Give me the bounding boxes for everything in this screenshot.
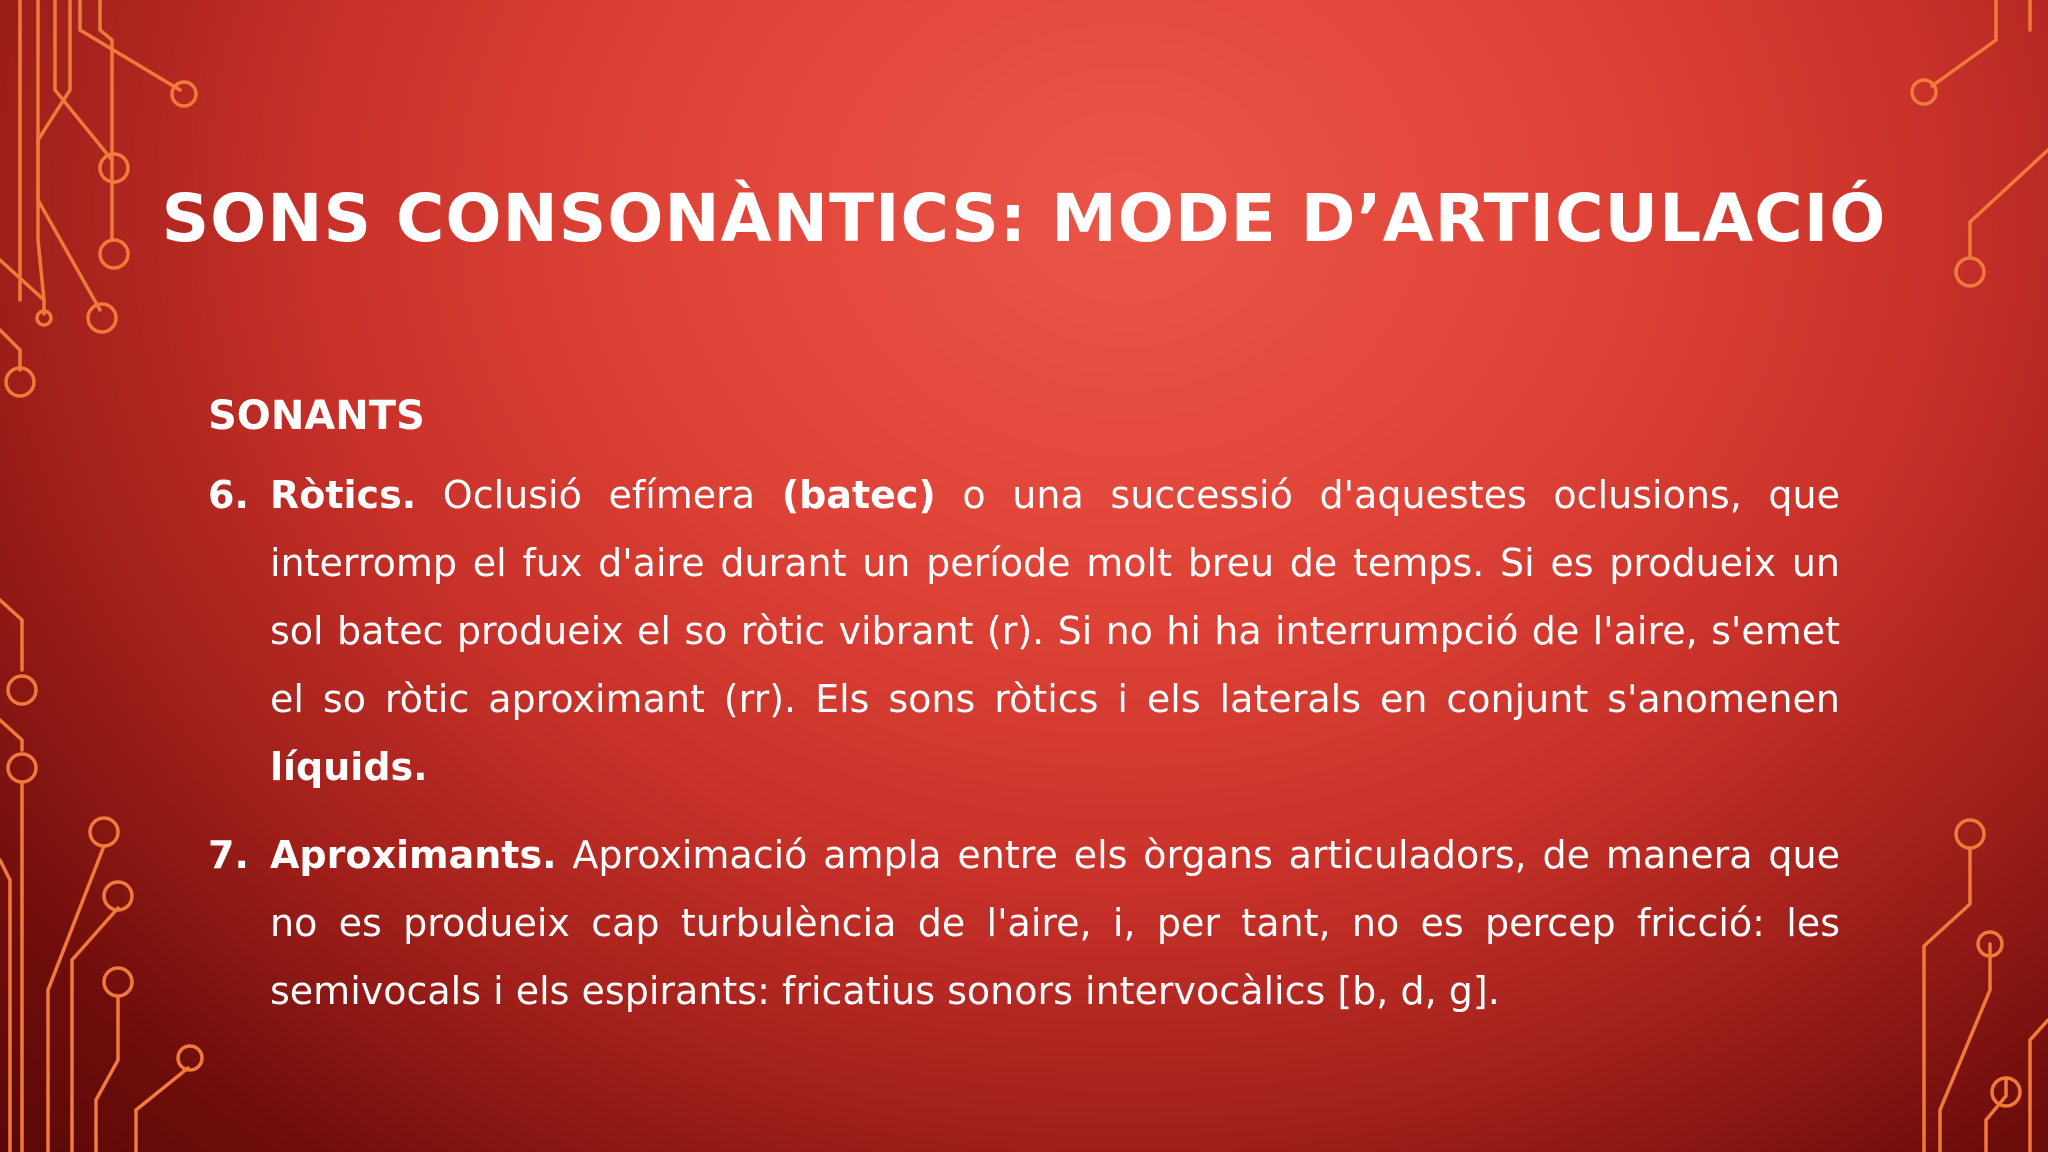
item-text: Oclusió efímera — [416, 473, 782, 517]
item-emphasis: (batec) — [781, 473, 936, 517]
item-number: 7. — [208, 833, 249, 877]
list-item-rotics — [208, 461, 1840, 801]
item-emphasis: líquids. — [270, 745, 428, 789]
slide-content — [208, 393, 1840, 1045]
slide-title: SONS CONSONÀNTICS: MODE D’ARTICULACIÓ — [161, 180, 1887, 257]
item-number: 6. — [208, 473, 249, 517]
right-bottom-circuit — [1924, 820, 2048, 1152]
left-bottom-circuit — [0, 600, 202, 1152]
item-term: Ròtics. — [270, 473, 417, 517]
item-text: o una successió d'aquestes oclusions, que interromp el fux d'aire durant un període molt breu de temps. Si es produeix un sol batec produeix el so ròtic vibrant (r). Si no hi ha interrumpció de l'aire, s'emet el so ròtic aproximant (rr). Els sons ròtics i els laterals en conjunt s'anomenen — [270, 473, 1841, 721]
section-heading: SONANTS — [208, 393, 425, 439]
item-text: Aproximació ampla entre els òrgans articuladors, de manera que no es produeix cap turbulència de l'aire, i, per tant, no es percep fricció: les semivocals i els espirants: fricatius sonors intervocàlics [b, d, g]. — [270, 833, 1840, 1013]
item-term: Aproximants. — [270, 833, 557, 877]
list-item-aproximants — [208, 821, 1840, 1025]
